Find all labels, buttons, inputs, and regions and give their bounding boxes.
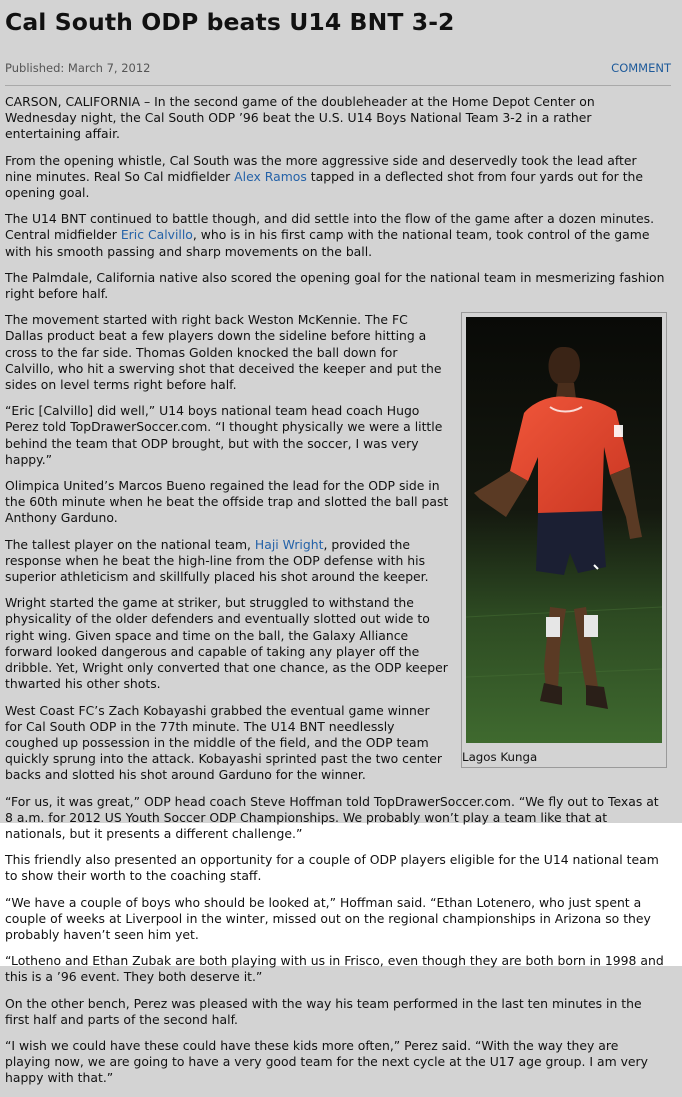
comment-link[interactable]: COMMENT [611,61,671,75]
paragraph: Wright started the game at striker, but struggled to withstand the physicality of the older defenders and eventually slotted out wide to right wing. Given space and time on the ball, the Galaxy Alliance forward looked dangerous and capable of taking any player off the dribble. Yet, Wright only converted that one chance, as the ODP keeper thwarted his other shots. [5,595,448,692]
paragraph: CARSON, CALIFORNIA – In the second game of the doubleheader at the Home Depot Center on Wednesday night, the Cal South ODP ’96 beat the U.S. U14 Boys National Team 3-2 in a rather entertaining affair. [5,94,595,142]
text-run: From the opening whistle, Cal South was the more aggressive side and deservedly took the lead after nine minutes. Real So Cal midfielder [5,152,637,184]
paragraph: The movement started with right back Weston McKennie. The FC Dallas product beat a few players down the sideline before hitting a cross to the far side. Thomas Golden knocked the ball down for Calvillo, who hit a swerving shot that deceived the keeper and put the sides on level terms right before half. [5,312,442,393]
text-run: The U14 BNT continued to battle though, and did settle into the flow of the game after a dozen minutes. Central midfielder [5,211,655,243]
paragraph [5,153,667,202]
text-run: , who is in his first camp with the national team, took control of the game with his smooth passing and sharp movements on the ball. [5,227,650,259]
text-run: , provided the response when he beat the high-line from the ODP defense with his superior athleticism and skillfully placed his shot around the keeper. [5,536,429,585]
photo-figure [461,312,667,768]
photo-caption: Lagos Kunga [462,750,538,765]
published-date: Published: March 7, 2012 [5,61,151,75]
text-run: The tallest player on the national team, [5,536,255,552]
player-photo[interactable] [466,317,662,743]
player-link-alex-ramos[interactable]: Alex Ramos [234,168,307,184]
paragraph: This friendly also presented an opportunity for a couple of ODP players eligible for the U14 national team to show their worth to the coaching staff. [5,852,659,884]
paragraph: “Lotheno and Ethan Zubak are both playing with us in Frisco, even though they are both born in 1998 and this is a ’96 event. They both deserve it.” [5,953,664,985]
paragraph: Olimpica United’s Marcos Bueno regained the lead for the ODP side in the 60th minute when he beat the offside trap and slotted the ball past Anthony Garduno. [5,478,449,526]
paragraph: The Palmdale, California native also scored the opening goal for the national team in mesmerizing fashion right before half. [5,269,665,302]
paragraph: On the other bench, Perez was pleased with the way his team performed in the last ten minutes in the first half and parts of the second half. [5,995,642,1027]
player-link-eric-calvillo[interactable]: Eric Calvillo [120,227,193,243]
paragraph [5,211,667,260]
article-meta [5,61,671,86]
paragraph: “For us, it was great,” ODP head coach Steve Hoffman told TopDrawerSoccer.com. “We fly out to Texas at 8 a.m. for 2012 US Youth Soccer ODP Championships. We probably won’t play a team like that at nationals, but it presents a different challenge.” [5,793,659,841]
player-link-haji-wright[interactable]: Haji Wright [254,536,324,552]
article-title: Cal South ODP beats U14 BNT 3-2 [5,8,455,36]
paragraph: “We have a couple of boys who should be looked at,” Hoffman said. “Ethan Lotenero, who just spent a couple of weeks at Liverpool in the winter, missed out on the regional championships in Arizona so they probably haven’t seen him yet. [5,894,651,942]
paragraph: West Coast FC’s Zach Kobayashi grabbed the eventual game winner for Cal South ODP in the 77th minute. The U14 BNT needlessly coughed up possession in the middle of the field, and the ODP team quickly sprung into the attack. Kobayashi sprinted past the two center backs and slotted his shot around Garduno for the winner. [5,702,443,783]
article-body [5,94,667,1097]
paragraph: “I wish we could have these could have these kids more often,” Perez said. “With the way they are playing now, we are going to have a very good team for the next cycle at the U17 age group. I am very happy with that.” [5,1037,648,1086]
text-run: tapped in a deflected shot from four yards out for the opening goal. [5,168,644,201]
paragraph: “Eric [Calvillo] did well,” U14 boys national team head coach Hugo Perez told TopDrawerSoccer.com. “I thought physically we were a little behind the team that ODP brought, but with the soccer, I was very happy.” [5,403,443,467]
